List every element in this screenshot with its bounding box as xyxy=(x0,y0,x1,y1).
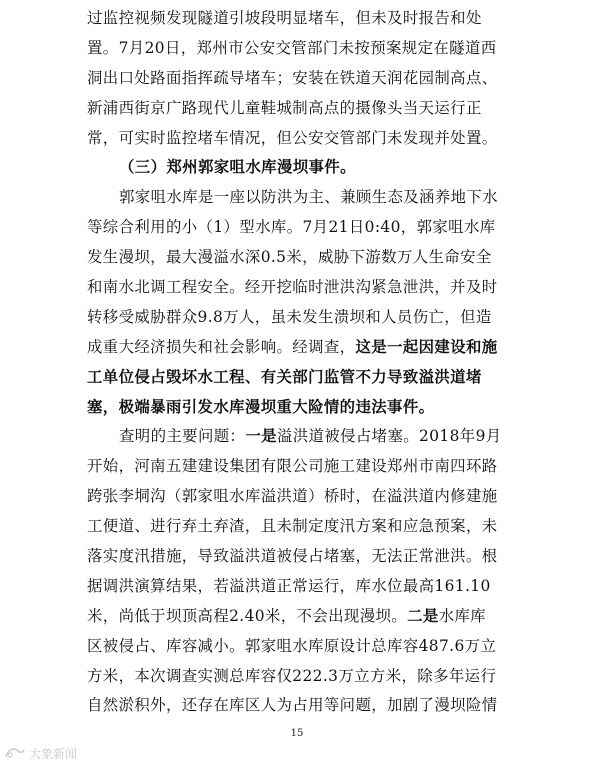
text-run: 和南水北调工程安全。经开挖临时泄洪沟紧急泄洪，并及时 xyxy=(87,278,498,297)
text-line xyxy=(87,482,519,512)
text-line xyxy=(87,632,519,662)
text-line xyxy=(87,64,519,94)
text-line xyxy=(87,602,519,632)
text-run: 水库库 xyxy=(438,606,487,625)
text-line xyxy=(87,94,519,124)
text-run: 落实度汛措施，导致溢洪道被侵占堵塞，无法正常泄洪。根 xyxy=(87,547,498,566)
text-run: 查明的主要问题： xyxy=(119,427,246,446)
text-run: （三）郑州郭家咀水库漫坝事件。 xyxy=(119,158,356,177)
text-run: 开始，河南五建建设集团有限公司施工建设郑州市南四环路 xyxy=(87,457,498,476)
text-run: 区被侵占、库容减小。郭家咀水库原设计总库容487.6万立 xyxy=(87,636,497,655)
text-line xyxy=(87,273,519,303)
text-run: 发生漫坝，最大漫溢水深0.5米，威胁下游数万人生命安全 xyxy=(87,248,492,267)
text-line xyxy=(87,34,519,64)
text-line xyxy=(87,243,519,273)
paragraph-first-line xyxy=(87,183,519,213)
body-text xyxy=(87,4,519,721)
text-line xyxy=(87,572,519,602)
text-run: 成重大经济损失和社会影响。经调查， xyxy=(87,337,356,356)
text-run: 转移受威胁群众9.8万人，虽未发生溃坝和人员伤亡，但造 xyxy=(87,307,492,326)
text-line xyxy=(87,452,519,482)
text-run: 置。7月20日，郑州市公安交管部门未按预案规定在隧道西 xyxy=(87,38,497,57)
text-run: 洞出口处路面指挥疏导堵车；安装在铁道天润花园制高点、 xyxy=(87,68,498,87)
text-line xyxy=(87,662,519,692)
text-line xyxy=(87,4,519,34)
bold-run: 工单位侵占毁坏水工程、有关部门监管不力导致溢洪道堵 xyxy=(87,367,482,386)
text-run: 常，可实时监控堵车情况，但公安交管部门未发现并处置。 xyxy=(87,128,498,147)
text-run: 等综合利用的小（1）型水库。7月21日0:40，郭家咀水库 xyxy=(87,218,496,237)
watermark-text: 大象新闻 xyxy=(29,746,78,761)
text-line xyxy=(87,363,519,393)
text-line xyxy=(87,393,519,423)
text-run: 自然淤积外，还存在库区人为占用等问题，加剧了漫坝险情 xyxy=(87,696,498,715)
text-line xyxy=(87,691,519,721)
paragraph-first-line xyxy=(87,422,519,452)
text-run: 方米，本次调查实测总库容仅222.3万立方米，除多年运行 xyxy=(87,666,497,685)
text-run: 溢洪道被侵占堵塞。2018年9月 xyxy=(276,427,502,446)
watermark xyxy=(4,744,77,762)
text-line xyxy=(87,333,519,363)
text-run: 新浦西街京广路现代儿童鞋城制高点的摄像头当天运行正 xyxy=(87,98,482,117)
text-run: 郭家咀水库是一座以防洪为主、兼顾生态及涵养地下水 xyxy=(119,188,498,207)
text-run: 据调洪演算结果，若溢洪道正常运行，库水位最高161.10 xyxy=(87,576,491,595)
page-number: 15 xyxy=(290,728,304,739)
text-line xyxy=(87,542,519,572)
text-line xyxy=(87,303,519,333)
text-run: 工便道、进行弃土弃渣，且未制定度汛方案和应急预案，未 xyxy=(87,517,498,536)
text-line xyxy=(87,512,519,542)
text-run: 跨张李垌沟（郭家咀水库溢洪道）桥时，在溢洪道内修建施 xyxy=(87,487,498,506)
text-line xyxy=(87,213,519,243)
bold-run: 这是一起因建设和施 xyxy=(355,337,498,356)
text-line xyxy=(87,124,519,154)
text-run: 过监控视频发现隧道引坡段明显堵车，但未及时报告和处 xyxy=(87,9,482,27)
section-heading xyxy=(87,153,519,183)
bold-run: 一是 xyxy=(245,427,277,446)
text-run: 米，尚低于坝顶高程2.40米，不会出现漫坝。 xyxy=(87,606,408,625)
bold-run: 塞，极端暴雨引发水库漫坝重大险情的违法事件。 xyxy=(87,397,435,416)
bold-run: 二是 xyxy=(407,606,439,625)
watermark-logo-icon xyxy=(4,745,26,761)
